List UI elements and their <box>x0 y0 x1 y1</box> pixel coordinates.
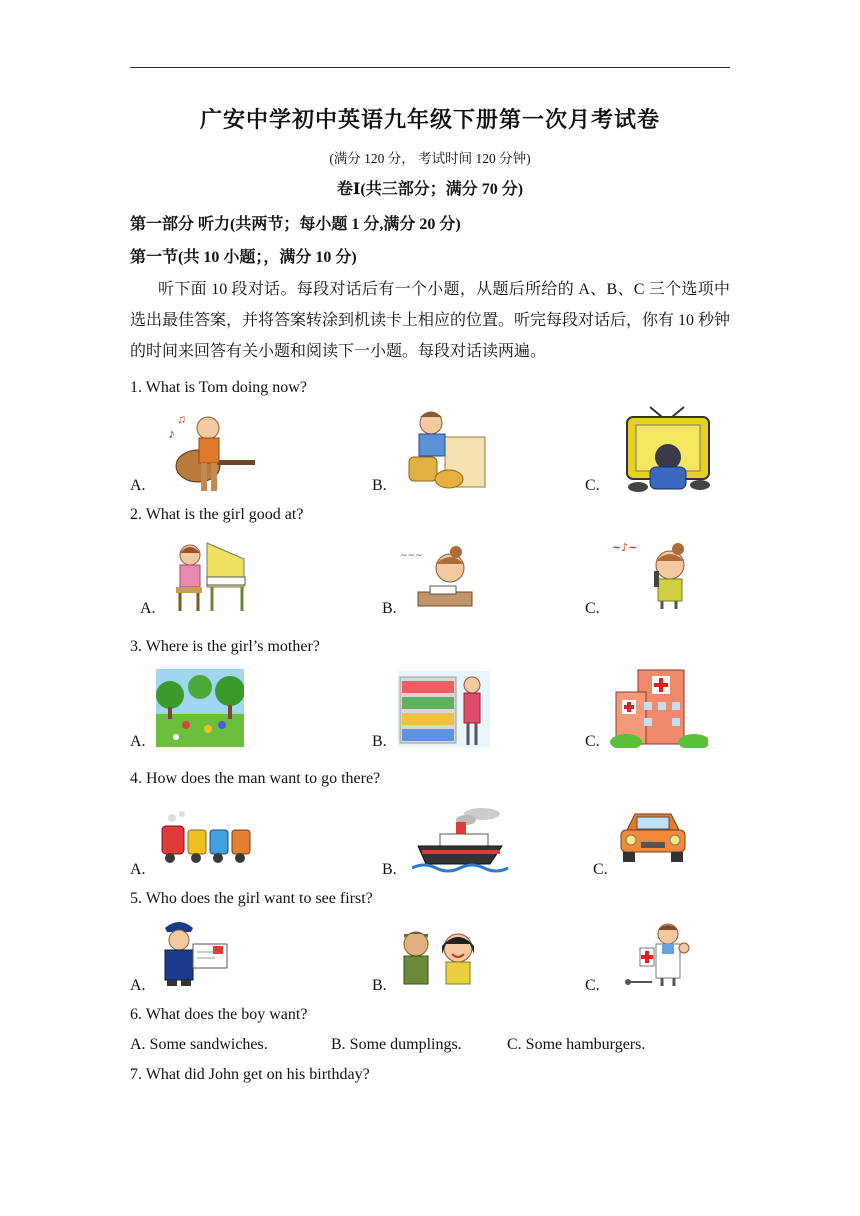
page-title: 广安中学初中英语九年级下册第一次月考试卷 <box>199 107 660 132</box>
exam-info: (满分 120 分， 考试时间 120 分钟) <box>329 151 531 166</box>
question-4: 4. How does the man want to go there? <box>130 770 381 787</box>
q3-option-c[interactable]: C. <box>585 733 600 750</box>
question-6: 6. What does the boy want? <box>130 1006 308 1023</box>
girl-playing-piano-icon <box>172 533 250 613</box>
q1-option-c[interactable]: C. <box>585 477 600 494</box>
girl-singing-icon <box>612 535 697 611</box>
park-icon <box>156 669 244 747</box>
question-3: 3. Where is the girl’s mother? <box>130 638 320 655</box>
hospital-icon <box>608 666 708 748</box>
q5-option-c[interactable]: C. <box>585 977 600 994</box>
train-icon <box>158 810 252 866</box>
supermarket-icon <box>398 671 490 747</box>
top-rule <box>130 67 730 68</box>
postman-icon <box>157 916 229 986</box>
question-7: 7. What did John get on his birthday? <box>130 1066 370 1083</box>
boy-doing-homework-icon <box>405 407 487 491</box>
q3-option-b[interactable]: B. <box>372 733 387 750</box>
ship-icon <box>412 806 512 876</box>
q5-option-b[interactable]: B. <box>372 977 387 994</box>
q4-option-c[interactable]: C. <box>593 861 608 878</box>
section-heading: 第一节(共 10 小题；，满分 10 分) <box>130 249 357 266</box>
q1-option-b[interactable]: B. <box>372 477 387 494</box>
svg-text:~♪~: ~♪~ <box>612 541 638 554</box>
part-heading: 第一部分 听力(共两节；每小题 1 分,满分 20 分) <box>130 216 461 233</box>
question-2: 2. What is the girl good at? <box>130 506 304 523</box>
doctor-icon <box>622 918 692 988</box>
svg-text:~~~: ~~~ <box>400 551 423 561</box>
q3-option-a[interactable]: A. <box>130 733 146 750</box>
question-1: 1. What is Tom doing now? <box>130 379 307 396</box>
friends-icon <box>398 924 480 990</box>
girl-writing-icon <box>400 540 475 610</box>
boy-watching-tv-icon <box>622 405 717 493</box>
instructions: 听下面 10 段对话。每段对话后有一个小题，从题后所给的 A、B、C 三个选项中选出最佳答案，并将答案转涂到机读卡上相应的位置。听完每段对话后，你有 10 秒钟的时间来回答有关小题和阅读下一小题。每段对话读两遍。 <box>130 281 731 360</box>
volume-heading: 卷Ⅰ(共三部分；满分 70 分) <box>336 181 524 198</box>
q6-option-a[interactable]: A. Some sandwiches. <box>130 1036 268 1053</box>
q2-option-a[interactable]: A. <box>140 600 156 617</box>
svg-text:♪: ♪ <box>168 427 175 442</box>
q4-option-b[interactable]: B. <box>382 861 397 878</box>
q6-option-c[interactable]: C. Some hamburgers. <box>507 1036 646 1053</box>
q5-option-a[interactable]: A. <box>130 977 146 994</box>
q2-option-c[interactable]: C. <box>585 600 600 617</box>
car-icon <box>617 808 689 866</box>
question-5: 5. Who does the girl want to see first? <box>130 890 373 907</box>
svg-text:♫: ♫ <box>177 412 186 426</box>
q6-option-b[interactable]: B. Some dumplings. <box>331 1036 462 1053</box>
q4-option-a[interactable]: A. <box>130 861 146 878</box>
q1-option-a[interactable]: A. <box>130 477 146 494</box>
q2-option-b[interactable]: B. <box>382 600 397 617</box>
boy-playing-guitar-icon <box>163 408 258 493</box>
